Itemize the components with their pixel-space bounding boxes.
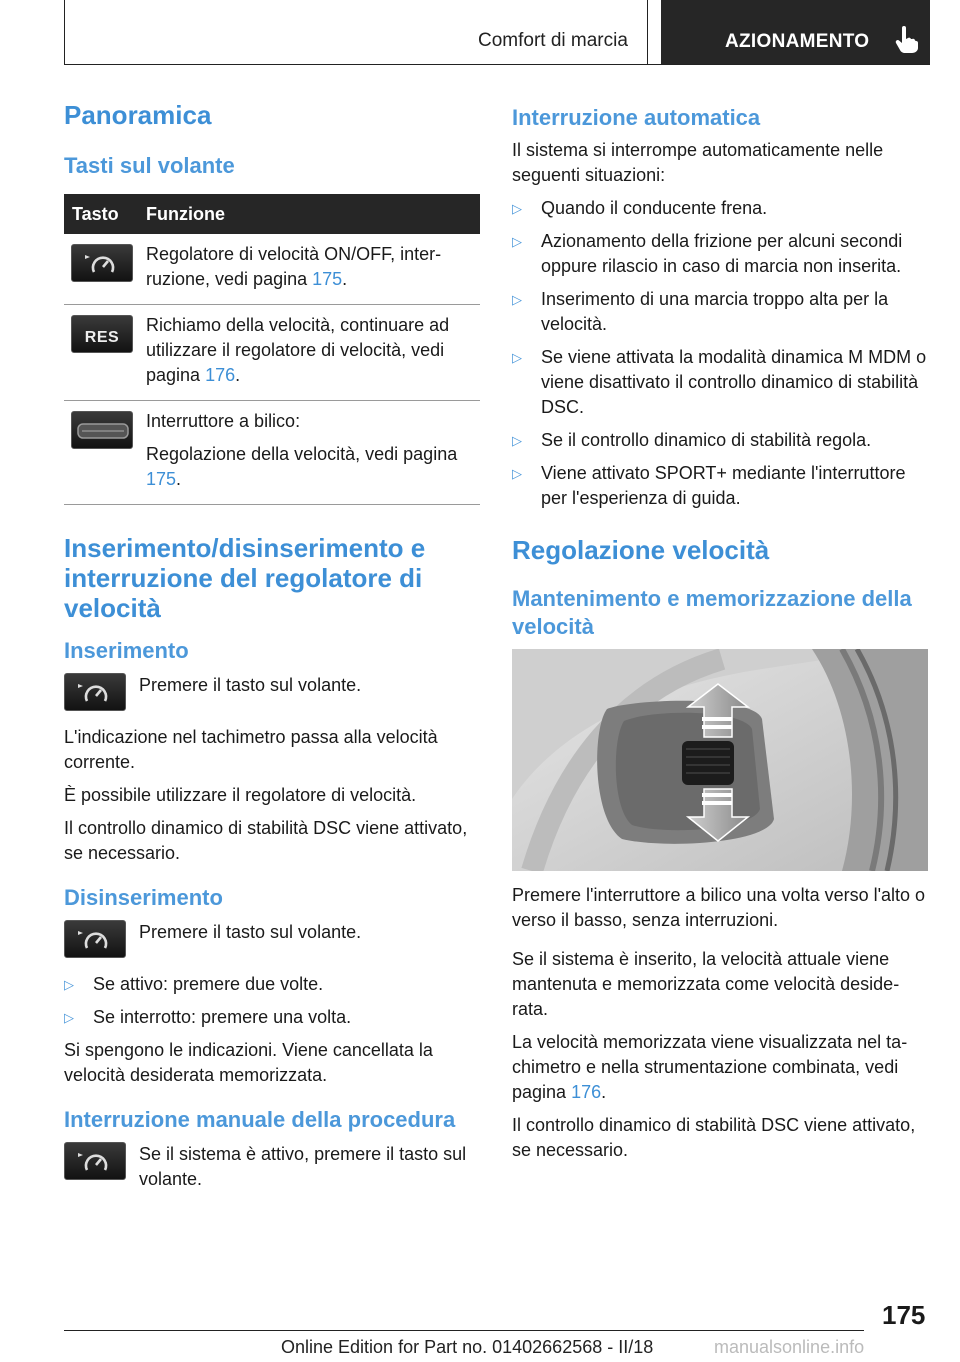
subtitle-mantenimento: Mantenimento e memorizzazione della velocità	[512, 586, 912, 639]
header-section: Comfort di marcia	[478, 30, 628, 51]
inserimento-p2: È possibile utilizzare il regolatore di velocità.	[64, 785, 417, 805]
right-p3-page-link[interactable]: 176	[571, 1082, 602, 1102]
bullet-triangle-icon: ▷	[512, 350, 522, 365]
list-item: ▷ Se viene attivata la modalità dinamica M MDM o viene disattivato il controllo dinamico di stabilità DSC.	[512, 347, 927, 417]
rocker-switch-icon	[71, 411, 133, 449]
cruise-control-key-icon	[64, 920, 126, 958]
section-title-inserimento-disinserimento: Inserimento/disinserimento e interruzione del regolatore di velocità	[64, 533, 426, 623]
res-key-icon	[71, 315, 133, 353]
row3-text: Regolazione della velocità, vedi pagina	[146, 444, 458, 464]
row3-line1: Interruttore a bilico:	[146, 411, 301, 431]
cruise-control-key-icon	[71, 244, 133, 282]
col-funzione: Funzione	[138, 194, 480, 234]
list-item: ▷ Viene attivato SPORT+ mediante l'interruttore per l'esperienza di guida.	[512, 463, 906, 508]
edition-note: Online Edition for Part no. 01402662568 - II/18	[281, 1337, 654, 1357]
table-row: Interruttore a bilico: Regolazione della velocità, vedi pagina 175.	[64, 401, 480, 505]
header-rule	[64, 64, 930, 65]
manuale-icon-text: Se il sistema è attivo, premere il tasto sul volante.	[139, 1144, 467, 1189]
disinserimento-icon-text: Premere il tasto sul volante.	[139, 922, 362, 942]
list-item: ▷ Se interrotto: premere una volta.	[64, 1005, 480, 1030]
inserimento-icon-text: Premere il tasto sul volante.	[139, 675, 362, 695]
disinserimento-key-line	[64, 920, 480, 960]
row2-page-link[interactable]: 176	[205, 365, 236, 385]
cruise-control-key-icon	[64, 1142, 126, 1180]
bullet-triangle-icon: ▷	[512, 466, 522, 481]
bullet-triangle-icon: ▷	[64, 977, 74, 992]
bullet-triangle-icon: ▷	[64, 1010, 74, 1025]
right-p4: Il controllo dinamico di stabilità DSC viene attivato, se necessario.	[512, 1115, 916, 1160]
right-column	[512, 100, 928, 1171]
inserimento-key-line	[64, 673, 480, 713]
right-p2: Se il sistema è inserito, la velocità attuale viene mantenuta e memorizzata come velocità desiderata.	[512, 949, 900, 1019]
title-regolazione-velocita: Regolazione velocità	[512, 535, 770, 565]
subtitle-interruzione-manuale: Interruzione manuale della procedura	[64, 1107, 456, 1132]
col-tasto: Tasto	[64, 194, 138, 234]
table-row: Regolatore di velocità ON/OFF, interruzione, vedi pagina 175.	[64, 234, 480, 305]
subtitle-tasti: Tasti sul volante	[64, 153, 235, 178]
list-item: ▷ Inserimento di una marcia troppo alta per la velocità.	[512, 289, 889, 334]
disinserimento-p1: Si spengono le indicazioni. Viene cancellata la velocità desiderata memorizzata.	[64, 1040, 433, 1085]
row1-text: Regolatore di velocità ON/OFF, interruzione, vedi pagina	[146, 244, 442, 289]
row2-text: Richiamo della velocità, continuare ad utilizzare il regolatore di velocità, vedi pagina	[146, 315, 450, 385]
list-item: ▷ Se attivo: premere due volte.	[64, 972, 480, 997]
bullet-triangle-icon: ▷	[512, 201, 522, 216]
subtitle-interruzione-automatica: Interruzione automatica	[512, 105, 761, 130]
subtitle-disinserimento: Disinserimento	[64, 885, 223, 910]
bullet-triangle-icon: ▷	[512, 433, 522, 448]
row1-page-link[interactable]: 175	[312, 269, 343, 289]
header-chapter-label: AZIONAMENTO	[725, 31, 870, 52]
list-item: ▷ Se il controllo dinamico di stabilità regola.	[512, 428, 928, 453]
inserimento-p1: L'indicazione nel tachimetro passa alla velocità corrente.	[64, 727, 438, 772]
table-row: RES Richiamo della velocità, continuare ad utilizzare il regolatore di velocità, vedi pagina 176.	[64, 305, 480, 401]
left-column	[64, 100, 480, 1204]
bullet-triangle-icon: ▷	[512, 292, 522, 307]
footer-rule	[64, 1330, 864, 1331]
steering-wheel-rocker-photo	[512, 649, 928, 871]
right-p3: La velocità memorizzata viene visualizzata nel tachimetro e nella strumentazione combinata, vedi pagina 176.	[512, 1032, 908, 1102]
header-chapter	[661, 0, 930, 64]
res-key-label: RES	[84, 329, 120, 346]
subtitle-inserimento: Inserimento	[64, 638, 189, 663]
keys-table-header	[64, 194, 480, 234]
inserimento-p3: Il controllo dinamico di stabilità DSC viene attivato, se necessario.	[64, 818, 468, 863]
bullet-triangle-icon: ▷	[512, 234, 522, 249]
manuale-key-line	[64, 1142, 480, 1192]
page-number: 175	[882, 1300, 926, 1330]
auto-intro: Il sistema si interrompe automaticamente nelle seguenti situazioni:	[512, 140, 884, 185]
right-p1: Premere l'interruttore a bilico una volta verso l'alto o verso il basso, senza interruzioni.	[512, 885, 926, 930]
list-item: ▷ Azionamento della frizione per alcuni secondi oppure rilascio in caso di marcia non inserita.	[512, 231, 903, 276]
pointing-hand-icon	[893, 26, 919, 54]
watermark-text: manualsonline.info	[714, 1337, 865, 1357]
row3-page-link[interactable]: 175	[146, 469, 177, 489]
keys-table	[64, 194, 480, 505]
cruise-control-key-icon	[64, 673, 126, 711]
title-panoramica: Panoramica	[64, 100, 212, 130]
list-item: ▷ Quando il conducente frena.	[512, 196, 928, 221]
